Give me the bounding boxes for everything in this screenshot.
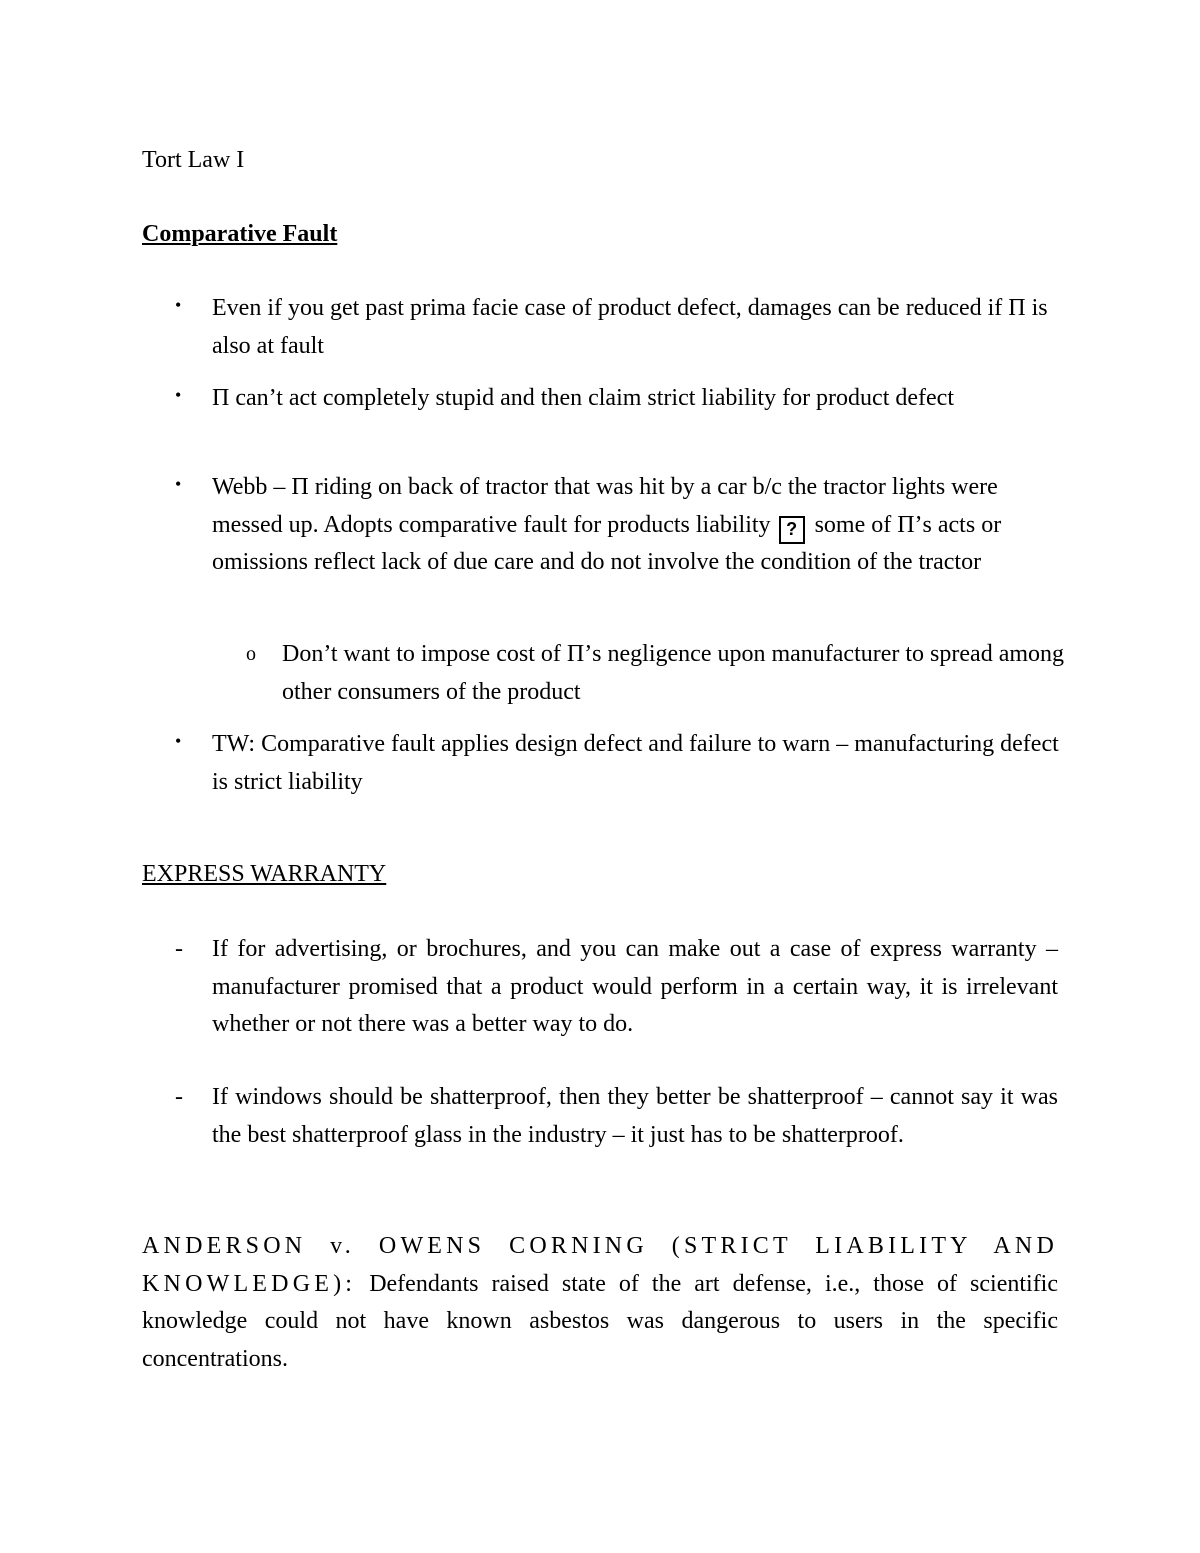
bullet-marker: • (175, 474, 182, 494)
bullet-item (175, 290, 1065, 365)
document-title: Tort Law I (142, 147, 245, 173)
bullet-text: TW: Comparative fault applies design defect and failure to warn – manufacturing defect is strict liability (212, 731, 1059, 795)
dash-item-text: If windows should be shatterproof, then they better be shatterproof – cannot say it was the best shatterproof glass in the industry – it just has to be shatterproof. (212, 1084, 1058, 1148)
section-heading-express-warranty: EXPRESS WARRANTY (142, 861, 387, 887)
bullet-marker: • (175, 295, 182, 315)
unknown-symbol-icon: ? (779, 516, 805, 544)
dash-marker: - (175, 1084, 183, 1110)
bullet-marker: • (175, 385, 182, 405)
dash-list-item (175, 1079, 1058, 1154)
sub-bullet-item (246, 636, 1066, 711)
bullet-item (175, 726, 1065, 801)
case-body: Defendants raised state of the art defense, i.e., those of scientific knowledge could not have known asbestos was dangerous to users in the specific concentrations. (142, 1270, 1058, 1372)
sub-bullet-marker: o (246, 643, 256, 665)
bullet-text (212, 469, 1065, 582)
case-name: ANDERSON v. OWENS CORNING (STRICT LIABILITY AND KNOWLEDGE): (142, 1233, 1058, 1297)
bullet-item (175, 469, 1065, 582)
dash-list-item (175, 931, 1058, 1044)
bullet-text-before: Webb – Π riding on back of tractor that was hit by a car b/c the tractor lights were messed up. Adopts comparative fault for products liability (212, 474, 998, 538)
bullet-item (175, 380, 1065, 418)
dash-marker: - (175, 936, 183, 962)
bullet-text: Π can’t act completely stupid and then claim strict liability for product defect (212, 385, 954, 411)
case-paragraph (142, 1228, 1058, 1378)
bullet-marker: • (175, 731, 182, 751)
bullet-text-after: some of Π’s acts or omissions reflect lack of due care and do not involve the condition of the tractor (212, 511, 1002, 575)
sub-bullet-text: Don’t want to impose cost of Π’s negligence upon manufacturer to spread among other consumers of the product (282, 641, 1065, 705)
section-heading-comparative-fault: Comparative Fault (142, 221, 338, 247)
bullet-text: Even if you get past prima facie case of product defect, damages can be reduced if Π is also at fault (212, 295, 1048, 359)
dash-item-text: If for advertising, or brochures, and you can make out a case of express warranty – manufacturer promised that a product would perform in a certain way, it is irrelevant whether or not there was a better way to do. (212, 936, 1058, 1037)
